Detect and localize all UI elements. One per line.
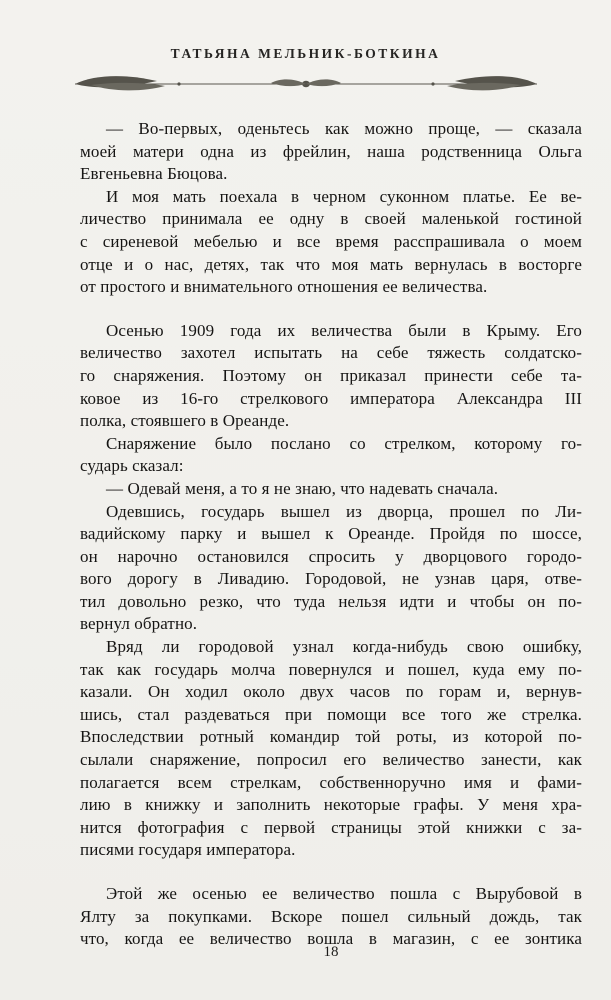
text-line: моей матери одна из фрейлин, наша родственница Ольга <box>80 141 582 161</box>
text-line: сылали снаряжение, попросил его величество занести, как <box>80 750 582 770</box>
text-line: нится фотография с первой страницы этой книжки с за- <box>80 817 582 837</box>
text-line: величество захотел испытать на себе тяжесть солдатско- <box>80 343 582 363</box>
text-line: шись, стал раздеваться при помощи все того же стрелка. <box>80 704 582 724</box>
text-line: И моя мать поехала в черном суконном платье. Ее ве- <box>106 186 582 206</box>
text-line: Одевшись, государь вышел из дворца, прошел по Ли- <box>106 501 582 521</box>
text-line: вого дорогу в Ливадию. Городовой, не узнав царя, отве- <box>80 569 582 589</box>
text-line: что, когда ее величество вошла в магазин, с ее зонтика <box>80 929 582 949</box>
text-line: Евгеньевна Бюцова. <box>80 164 228 184</box>
text-line: от простого и внимательного отношения ее величества. <box>80 277 488 297</box>
text-line: так как государь молча повернулся и пошел, куда ему по- <box>80 659 582 679</box>
paragraph <box>80 320 582 433</box>
paragraph <box>80 186 582 299</box>
paragraph <box>80 478 582 501</box>
text-line: Осенью 1909 года их величества были в Крыму. Его <box>106 320 582 340</box>
text-line: отце и о нас, детях, так что моя мать вернулась в восторге <box>80 254 582 274</box>
text-line: — Во-первых, оденьтесь как можно проще, — сказала <box>106 119 582 138</box>
text-line: Ялту за покупками. Вскоре пошел сильный дождь, так <box>80 906 582 926</box>
floral-divider-icon <box>61 71 551 97</box>
paragraph <box>80 883 582 951</box>
body-text <box>80 118 582 951</box>
page-number: 18 <box>323 944 339 960</box>
running-header: ТАТЬЯНА МЕЛЬНИК-БОТКИНА <box>170 46 441 61</box>
paragraph <box>80 636 582 862</box>
text-line: тил довольно резко, что туда нельзя идти и чтобы он по- <box>80 591 582 611</box>
paragraph <box>80 433 582 478</box>
text-line: казали. Он ходил около двух часов по горам и, вернув- <box>80 682 582 702</box>
text-line: Снаряжение было послано со стрелком, которому го- <box>106 433 582 453</box>
text-line: — Одевай меня, а то я не знаю, что надевать сначала. <box>106 478 499 498</box>
paragraph <box>80 501 582 637</box>
text-line: личество принимала ее одну в своей маленькой гостиной <box>80 209 582 229</box>
text-line: лию в книжку и заполнить некоторые графы. У меня хра- <box>80 795 582 815</box>
text-line: Вряд ли городовой узнал когда-нибудь свою ошибку, <box>106 637 582 657</box>
text-line: сударь сказал: <box>80 456 184 476</box>
text-line: он нарочно остановился спросить у дворцового городо- <box>80 546 582 566</box>
text-line: с сиреневой мебелью и все время расспрашивала о моем <box>80 231 582 251</box>
text-line: полка, стоявшего в Ореанде. <box>80 411 290 431</box>
divider-ornament <box>0 71 611 102</box>
text-line: писями государя императора. <box>80 840 296 860</box>
text-line: вадийскому парку и вышел к Ореанде. Пройдя по шоссе, <box>80 524 582 544</box>
text-line: полагается всем стрелкам, собственноручно имя и фами- <box>80 772 582 792</box>
text-line: Впоследствии ротный командир той роты, из которой по- <box>80 727 582 747</box>
text-line: го снаряжения. Поэтому он приказал принести себе та- <box>80 365 582 385</box>
text-line: ковое из 16-го стрелкового императора Александра III <box>80 388 582 408</box>
text-line: Этой же осенью ее величество пошла с Вырубовой в <box>106 884 582 903</box>
paragraph <box>80 118 582 186</box>
text-line: вернул обратно. <box>80 614 198 634</box>
